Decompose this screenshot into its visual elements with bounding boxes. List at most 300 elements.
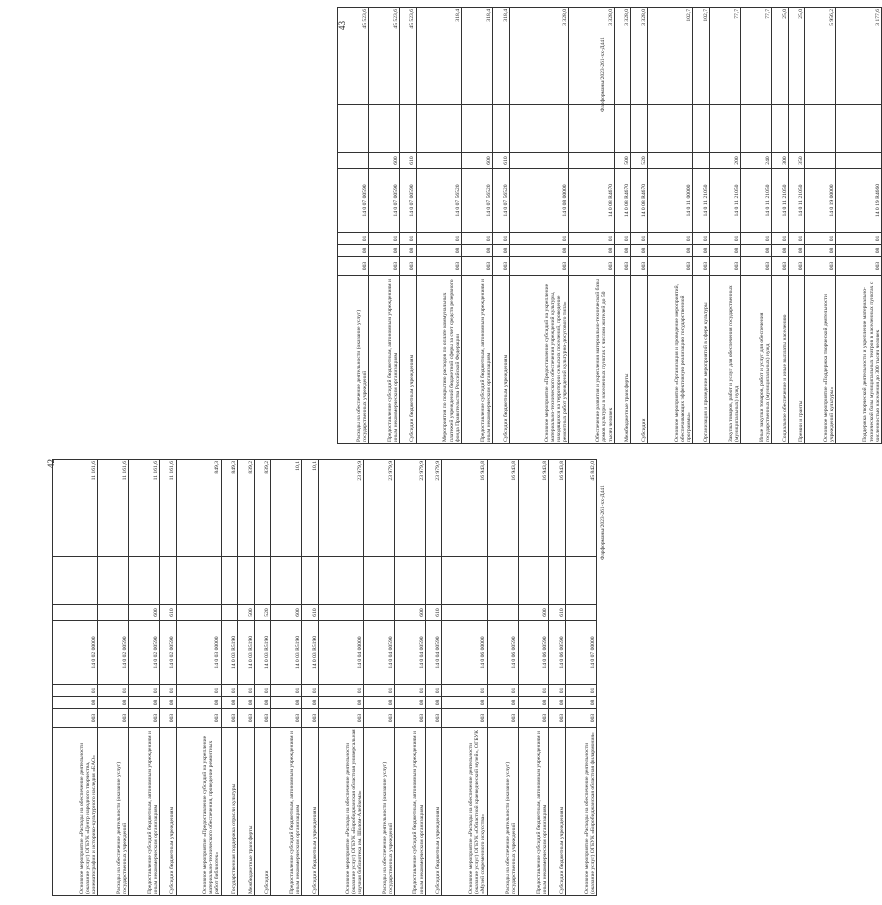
expense-type-cell: 500: [238, 605, 255, 621]
table-row: [648, 8, 693, 444]
empty-cell: [254, 557, 271, 605]
expense-name-cell: Предоставление субсидий бюджетным, автономным учреждениям и иным некоммерческим организациям: [129, 728, 160, 896]
amount-cell: 3 328,0: [509, 8, 569, 105]
table-row: [565, 460, 596, 896]
section-code-cell: 08: [254, 697, 271, 709]
expense-name-cell: Субсидии: [254, 728, 271, 896]
empty-cell: [442, 557, 487, 605]
amount-cell: 3 328,0: [569, 8, 614, 105]
table-row: [221, 460, 238, 896]
amount-cell: 11 161,6: [98, 460, 129, 557]
expense-type-cell: [509, 153, 569, 169]
section-code-cell: 08: [693, 245, 710, 257]
amount-cell: 25,0: [788, 8, 805, 105]
empty-cell: [518, 557, 549, 605]
table-row: [394, 460, 425, 896]
grbs-code-cell: 003: [425, 709, 442, 728]
table-row: [772, 8, 789, 444]
table-row: [805, 8, 836, 444]
section-code-cell: 08: [614, 245, 631, 257]
expense-name-cell: Субсидии бюджетным учреждениям: [425, 728, 442, 896]
grbs-code-cell: 003: [788, 257, 805, 276]
empty-cell: [565, 557, 596, 605]
expense-type-cell: 300: [772, 153, 789, 169]
expense-name-cell: Организация и проведение мероприятий в сфере культуры: [693, 276, 710, 444]
grbs-code-cell: 003: [772, 257, 789, 276]
amount-cell: 11 161,6: [159, 460, 176, 557]
section-code-cell: 08: [416, 245, 461, 257]
table-row: [129, 460, 160, 896]
grbs-code-cell: 003: [338, 257, 369, 276]
expense-name-cell: Закупка товаров, работ и услуг для обеспечения государственных (муниципальных) нужд: [710, 276, 741, 444]
budget-table-left-page: [52, 460, 597, 896]
section-code-cell: 08: [318, 697, 363, 709]
subsection-code-cell: 01: [788, 233, 805, 245]
amount-cell: 839,2: [254, 460, 271, 557]
amount-cell: 10,1: [302, 460, 319, 557]
table-row: [254, 460, 271, 896]
section-code-cell: 08: [176, 697, 221, 709]
grbs-code-cell: 003: [565, 709, 596, 728]
target-article-cell: 14 0 07 56520: [493, 169, 510, 233]
target-article-cell: 14 0 03 00000: [176, 621, 221, 685]
page-number-right: 43: [337, 21, 347, 30]
subsection-code-cell: 01: [836, 233, 882, 245]
expense-type-cell: [565, 605, 596, 621]
section-code-cell: 08: [518, 697, 549, 709]
section-code-cell: 08: [772, 245, 789, 257]
expense-type-cell: [805, 153, 836, 169]
empty-cell: [302, 557, 319, 605]
subsection-code-cell: 01: [509, 233, 569, 245]
table-row: [631, 8, 648, 444]
grbs-code-cell: 003: [369, 257, 400, 276]
table-row: [509, 8, 569, 444]
expense-type-cell: [836, 153, 882, 169]
expense-name-cell: Расходы на обеспечение деятельности (оказание услуг) государственных учреждений: [98, 728, 129, 896]
table-row: [493, 8, 510, 444]
empty-cell: [53, 557, 98, 605]
subsection-code-cell: 01: [98, 685, 129, 697]
expense-name-cell: Социальное обеспечение и иные выплаты населению: [772, 276, 789, 444]
target-article-cell: 14 0 11 21050: [741, 169, 772, 233]
grbs-code-cell: 003: [509, 257, 569, 276]
amount-cell: 318,4: [416, 8, 461, 105]
empty-cell: [493, 105, 510, 153]
section-code-cell: 08: [129, 697, 160, 709]
expense-type-cell: [487, 605, 518, 621]
expense-type-cell: [416, 153, 461, 169]
empty-cell: [569, 105, 614, 153]
table-row: [549, 460, 566, 896]
target-article-cell: 14 0 02 00590: [98, 621, 129, 685]
subsection-code-cell: 01: [693, 233, 710, 245]
expense-type-cell: 600: [129, 605, 160, 621]
grbs-code-cell: 003: [569, 257, 614, 276]
table-row: [53, 460, 98, 896]
expense-name-cell: Субсидии: [631, 276, 648, 444]
table-row: [693, 8, 710, 444]
expense-type-cell: 610: [400, 153, 417, 169]
expense-type-cell: [221, 605, 238, 621]
table-row: [416, 8, 461, 444]
target-article-cell: 14 0 07 00590: [338, 169, 369, 233]
expense-name-cell: Субсидии бюджетным учреждениям: [549, 728, 566, 896]
section-code-cell: 08: [741, 245, 772, 257]
amount-cell: 849,3: [176, 460, 221, 557]
subsection-code-cell: 01: [772, 233, 789, 245]
grbs-code-cell: 003: [493, 257, 510, 276]
target-article-cell: 14 0 08 00000: [509, 169, 569, 233]
table-row: [159, 460, 176, 896]
subsection-code-cell: 01: [549, 685, 566, 697]
grbs-code-cell: 003: [710, 257, 741, 276]
expense-type-cell: 520: [631, 153, 648, 169]
table-row: [338, 8, 369, 444]
subsection-code-cell: 01: [442, 685, 487, 697]
amount-cell: 849,3: [221, 460, 238, 557]
expense-name-cell: Субсидии бюджетным учреждениям: [159, 728, 176, 896]
subsection-code-cell: 01: [425, 685, 442, 697]
subsection-code-cell: 01: [129, 685, 160, 697]
target-article-cell: 14 0 07 56520: [416, 169, 461, 233]
amount-cell: 77,7: [710, 8, 741, 105]
amount-cell: 23 979,9: [364, 460, 395, 557]
expense-name-cell: Расходы на обеспечение деятельности (оказание услуг) государственных учреждений: [364, 728, 395, 896]
table-row: [442, 460, 487, 896]
grbs-code-cell: 003: [518, 709, 549, 728]
expense-type-cell: 610: [302, 605, 319, 621]
amount-cell: 23 979,9: [318, 460, 363, 557]
page-number-left: 42: [46, 459, 56, 468]
empty-cell: [805, 105, 836, 153]
expense-name-cell: Поддержка творческой деятельности и укрепление материально-технической базы муниципальных театров в населенных пунктах с численностью населения до 300 тысяч человек: [836, 276, 882, 444]
expense-type-cell: [53, 605, 98, 621]
expense-name-cell: Основное мероприятие «Расходы на обеспечение деятельности (оказание услуг) ОГБУК «Областной краеведческий музей», ОГБУК «Музей современного искусства»: [442, 728, 487, 896]
section-code-cell: 08: [159, 697, 176, 709]
subsection-code-cell: 01: [565, 685, 596, 697]
grbs-code-cell: 003: [416, 257, 461, 276]
subsection-code-cell: 01: [416, 233, 461, 245]
empty-cell: [549, 557, 566, 605]
subsection-code-cell: 01: [487, 685, 518, 697]
amount-cell: 5 956,2: [805, 8, 836, 105]
table-row: [98, 460, 129, 896]
target-article-cell: 14 0 04 00590: [425, 621, 442, 685]
subsection-code-cell: 01: [493, 233, 510, 245]
grbs-code-cell: 003: [836, 257, 882, 276]
subsection-code-cell: 01: [710, 233, 741, 245]
target-article-cell: 14 0 03 R5190: [271, 621, 302, 685]
empty-cell: [741, 105, 772, 153]
grbs-code-cell: 003: [614, 257, 631, 276]
table-row: [238, 460, 255, 896]
expense-name-cell: Субсидии бюджетным учреждениям: [493, 276, 510, 444]
section-code-cell: 08: [487, 697, 518, 709]
target-article-cell: 14 0 19 R4660: [836, 169, 882, 233]
target-article-cell: 14 0 03 R5190: [302, 621, 319, 685]
amount-cell: 318,4: [462, 8, 493, 105]
expense-type-cell: [338, 153, 369, 169]
empty-cell: [159, 557, 176, 605]
subsection-code-cell: 01: [254, 685, 271, 697]
subsection-code-cell: 01: [462, 233, 493, 245]
budget-table: [52, 459, 597, 896]
amount-cell: 45 523,6: [338, 8, 369, 105]
amount-cell: 25,0: [772, 8, 789, 105]
empty-cell: [129, 557, 160, 605]
table-row: [302, 460, 319, 896]
expense-type-cell: 610: [549, 605, 566, 621]
empty-cell: [509, 105, 569, 153]
target-article-cell: 14 0 07 00000: [565, 621, 596, 685]
section-code-cell: 08: [509, 245, 569, 257]
subsection-code-cell: 01: [648, 233, 693, 245]
table-row: [614, 8, 631, 444]
section-code-cell: 08: [631, 245, 648, 257]
subsection-code-cell: 01: [364, 685, 395, 697]
expense-name-cell: Основное мероприятие «Расходы на обеспечение деятельности (оказание услуг) ОГБУК «Центр народного творчества, кинематографии и историко-культурного наследия «ЕАО»: [53, 728, 98, 896]
expense-name-cell: Основное мероприятие «Предоставление субсидий на укрепление материально-технического обеспечения учреждений культуры, находящихся на территории сельских поселений, проведение ремонтных работ учреждений культурно-досугового типа»: [509, 276, 569, 444]
amount-cell: 16 943,8: [442, 460, 487, 557]
expense-name-cell: Предоставление субсидий бюджетным, автономным учреждениям и иным некоммерческим организациям: [394, 728, 425, 896]
target-article-cell: 14 0 02 00000: [53, 621, 98, 685]
grbs-code-cell: 003: [238, 709, 255, 728]
subsection-code-cell: 01: [518, 685, 549, 697]
empty-cell: [631, 105, 648, 153]
grbs-code-cell: 003: [98, 709, 129, 728]
amount-cell: 3 328,0: [614, 8, 631, 105]
section-code-cell: 08: [369, 245, 400, 257]
expense-type-cell: [693, 153, 710, 169]
grbs-code-cell: 003: [394, 709, 425, 728]
subsection-code-cell: 01: [394, 685, 425, 697]
empty-cell: [176, 557, 221, 605]
expense-type-cell: 600: [394, 605, 425, 621]
empty-cell: [364, 557, 395, 605]
table-row: [462, 8, 493, 444]
subsection-code-cell: 01: [302, 685, 319, 697]
amount-cell: 102,7: [648, 8, 693, 105]
target-article-cell: 14 0 06 00590: [518, 621, 549, 685]
subsection-code-cell: 01: [631, 233, 648, 245]
empty-cell: [238, 557, 255, 605]
table-row: [518, 460, 549, 896]
budget-table: [337, 7, 882, 444]
expense-name-cell: Расходы на обеспечение деятельности (оказание услуг) государственных учреждений: [487, 728, 518, 896]
section-code-cell: 08: [710, 245, 741, 257]
table-row: [364, 460, 395, 896]
expense-name-cell: Основное мероприятие «Поддержка творческой деятельности учреждений культуры»: [805, 276, 836, 444]
footer-left: Фарформаны/2023-261-хх-Д441: [600, 485, 606, 560]
section-code-cell: 08: [565, 697, 596, 709]
section-code-cell: 08: [302, 697, 319, 709]
grbs-code-cell: 003: [254, 709, 271, 728]
grbs-code-cell: 003: [53, 709, 98, 728]
target-article-cell: 14 0 19 00000: [805, 169, 836, 233]
expense-name-cell: Предоставление субсидий бюджетным, автономным учреждениям и иным некоммерческим организациям: [369, 276, 400, 444]
empty-cell: [318, 557, 363, 605]
expense-name-cell: Межбюджетные трансферты: [614, 276, 631, 444]
amount-cell: 3 328,0: [631, 8, 648, 105]
amount-cell: 11 161,6: [53, 460, 98, 557]
empty-cell: [425, 557, 442, 605]
expense-type-cell: 600: [518, 605, 549, 621]
empty-cell: [369, 105, 400, 153]
expense-type-cell: 600: [369, 153, 400, 169]
section-code-cell: 08: [238, 697, 255, 709]
target-article-cell: 14 0 08 R4670: [614, 169, 631, 233]
expense-name-cell: Государственная поддержка отрасли культуры: [221, 728, 238, 896]
expense-type-cell: 240: [741, 153, 772, 169]
empty-cell: [788, 105, 805, 153]
section-code-cell: 08: [648, 245, 693, 257]
subsection-code-cell: 01: [741, 233, 772, 245]
empty-cell: [394, 557, 425, 605]
target-article-cell: 14 0 08 R4670: [631, 169, 648, 233]
amount-cell: 839,2: [238, 460, 255, 557]
expense-type-cell: [176, 605, 221, 621]
expense-name-cell: Основное мероприятие «Расходы на обеспечение деятельности (оказание услуг) ОГБУК «Биробиджанская областная филармония»: [565, 728, 596, 896]
target-article-cell: 14 0 03 R5190: [238, 621, 255, 685]
expense-name-cell: Предоставление субсидий бюджетным, автономным учреждениям и иным некоммерческим организациям: [462, 276, 493, 444]
table-row: [176, 460, 221, 896]
empty-cell: [400, 105, 417, 153]
grbs-code-cell: 003: [631, 257, 648, 276]
expense-name-cell: Расходы на обеспечение деятельности (оказание услуг) государственных учреждений: [338, 276, 369, 444]
section-code-cell: 08: [836, 245, 882, 257]
expense-type-cell: 500: [614, 153, 631, 169]
grbs-code-cell: 003: [318, 709, 363, 728]
expense-name-cell: Субсидии бюджетным учреждениям: [400, 276, 417, 444]
target-article-cell: 14 0 03 R5190: [221, 621, 238, 685]
amount-cell: 45 523,6: [400, 8, 417, 105]
subsection-code-cell: 01: [53, 685, 98, 697]
table-row: [788, 8, 805, 444]
amount-cell: 318,4: [493, 8, 510, 105]
expense-type-cell: 600: [271, 605, 302, 621]
empty-cell: [710, 105, 741, 153]
target-article-cell: 14 0 07 00590: [369, 169, 400, 233]
grbs-code-cell: 003: [302, 709, 319, 728]
target-article-cell: 14 0 11 21050: [788, 169, 805, 233]
target-article-cell: 14 0 11 21050: [710, 169, 741, 233]
table-row: [569, 8, 614, 444]
section-code-cell: 08: [462, 245, 493, 257]
grbs-code-cell: 003: [176, 709, 221, 728]
subsection-code-cell: 01: [176, 685, 221, 697]
grbs-code-cell: 003: [129, 709, 160, 728]
table-row: [369, 8, 400, 444]
section-code-cell: 08: [569, 245, 614, 257]
grbs-code-cell: 003: [549, 709, 566, 728]
target-article-cell: 14 0 06 00590: [549, 621, 566, 685]
section-code-cell: 08: [493, 245, 510, 257]
subsection-code-cell: 01: [238, 685, 255, 697]
expense-name-cell: Субсидии бюджетным учреждениям: [302, 728, 319, 896]
subsection-code-cell: 01: [318, 685, 363, 697]
section-code-cell: 08: [549, 697, 566, 709]
empty-cell: [614, 105, 631, 153]
section-code-cell: 08: [425, 697, 442, 709]
amount-cell: 16 943,8: [518, 460, 549, 557]
section-code-cell: 08: [400, 245, 417, 257]
section-code-cell: 08: [442, 697, 487, 709]
subsection-code-cell: 01: [400, 233, 417, 245]
empty-cell: [487, 557, 518, 605]
table-row: [487, 460, 518, 896]
grbs-code-cell: 003: [442, 709, 487, 728]
grbs-code-cell: 003: [805, 257, 836, 276]
grbs-code-cell: 003: [400, 257, 417, 276]
subsection-code-cell: 01: [338, 233, 369, 245]
table-row: [836, 8, 882, 444]
table-row: [271, 460, 302, 896]
amount-cell: 45 842,0: [565, 460, 596, 557]
table-row: [400, 8, 417, 444]
expense-type-cell: 610: [425, 605, 442, 621]
grbs-code-cell: 003: [741, 257, 772, 276]
target-article-cell: 14 0 02 00590: [159, 621, 176, 685]
section-code-cell: 08: [394, 697, 425, 709]
empty-cell: [416, 105, 461, 153]
expense-name-cell: Межбюджетные трансферты: [238, 728, 255, 896]
subsection-code-cell: 01: [221, 685, 238, 697]
expense-name-cell: Основное мероприятие «Предоставление субсидий на укрепление материально-технического обеспечения, проведение ремонтных работ библиотек»: [176, 728, 221, 896]
grbs-code-cell: 003: [271, 709, 302, 728]
target-article-cell: 14 0 07 56520: [462, 169, 493, 233]
expense-type-cell: 600: [462, 153, 493, 169]
empty-cell: [271, 557, 302, 605]
empty-cell: [836, 105, 882, 153]
expense-type-cell: 610: [159, 605, 176, 621]
amount-cell: 11 161,6: [129, 460, 160, 557]
expense-type-cell: 610: [493, 153, 510, 169]
amount-cell: 16 943,8: [487, 460, 518, 557]
subsection-code-cell: 01: [569, 233, 614, 245]
target-article-cell: 14 0 02 00590: [129, 621, 160, 685]
expense-type-cell: [569, 153, 614, 169]
subsection-code-cell: 01: [614, 233, 631, 245]
grbs-code-cell: 003: [159, 709, 176, 728]
expense-type-cell: [98, 605, 129, 621]
section-code-cell: 08: [338, 245, 369, 257]
empty-cell: [221, 557, 238, 605]
expense-type-cell: [442, 605, 487, 621]
amount-cell: 102,7: [693, 8, 710, 105]
empty-cell: [693, 105, 710, 153]
expense-name-cell: Предоставление субсидий бюджетным, автономным учреждениям и иным некоммерческим организациям: [518, 728, 549, 896]
target-article-cell: 14 0 11 21050: [772, 169, 789, 233]
amount-cell: 23 979,9: [394, 460, 425, 557]
empty-cell: [98, 557, 129, 605]
target-article-cell: 14 0 11 00000: [648, 169, 693, 233]
subsection-code-cell: 01: [805, 233, 836, 245]
grbs-code-cell: 003: [462, 257, 493, 276]
grbs-code-cell: 003: [364, 709, 395, 728]
amount-cell: 45 523,6: [369, 8, 400, 105]
grbs-code-cell: 003: [221, 709, 238, 728]
grbs-code-cell: 003: [693, 257, 710, 276]
subsection-code-cell: 01: [159, 685, 176, 697]
expense-name-cell: Основное мероприятие «Организация и проведение мероприятий, обеспечивающих эффективную реализацию государственной программы»: [648, 276, 693, 444]
expense-type-cell: [318, 605, 363, 621]
target-article-cell: 14 0 07 00590: [400, 169, 417, 233]
expense-name-cell: Основное мероприятие «Расходы на обеспечение деятельности (оказание услуг) ОГБУК «Биробиджанская областная универсальная научная библиотека им. Шолом-Алейхема»: [318, 728, 363, 896]
table-row: [318, 460, 363, 896]
table-row: [710, 8, 741, 444]
target-article-cell: 14 0 06 00590: [487, 621, 518, 685]
